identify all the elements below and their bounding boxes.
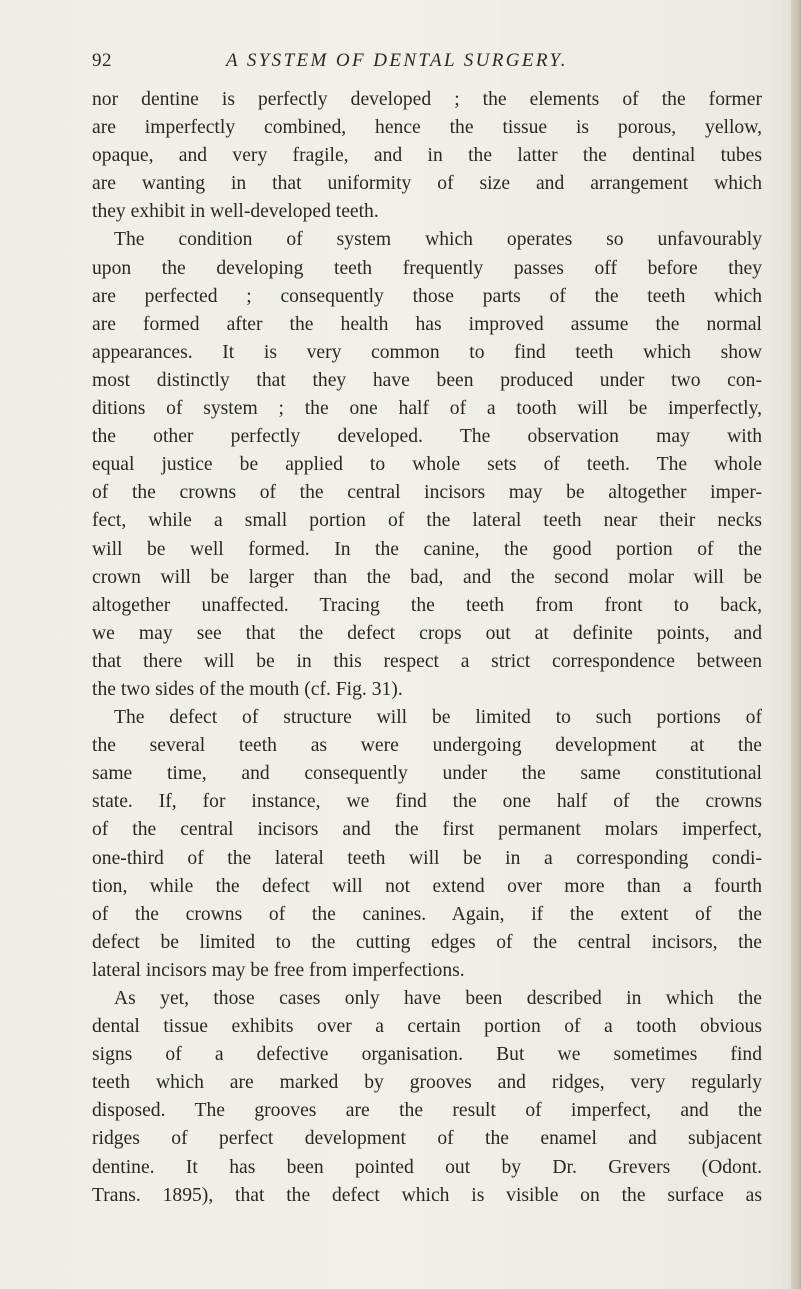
- text-line: the two sides of the mouth (cf. Fig. 31).: [92, 678, 403, 700]
- body-text: [92, 86, 762, 1210]
- running-title: A SYSTEM OF DENTAL SURGERY.: [226, 50, 568, 71]
- text-line: The condition of system which operates so unfavourably: [114, 229, 762, 251]
- text-line: of the crowns of the central incisors may be altogether imper-: [92, 482, 762, 504]
- text-line: The defect of structure will be limited to such portions of: [114, 707, 762, 729]
- text-line: opaque, and very fragile, and in the latter the dentinal tubes: [92, 145, 762, 167]
- text-line: appearances. It is very common to find teeth which show: [92, 341, 762, 363]
- text-line: one-third of the lateral teeth will be in a corresponding condi-: [92, 847, 762, 869]
- text-line: upon the developing teeth frequently passes off before they: [92, 257, 762, 279]
- text-line: tion, while the defect will not extend over more than a fourth: [92, 875, 762, 897]
- text-line: we may see that the defect crops out at definite points, and: [92, 622, 762, 644]
- page-number: 92: [92, 50, 112, 71]
- text-line: ridges of perfect development of the enamel and subjacent: [92, 1128, 762, 1150]
- text-line: dental tissue exhibits over a certain portion of a tooth obvious: [92, 1016, 762, 1038]
- text-line: state. If, for instance, we find the one half of the crowns: [92, 791, 762, 813]
- text-line: are formed after the health has improved assume the normal: [92, 313, 762, 335]
- text-line: are imperfectly combined, hence the tissue is porous, yellow,: [92, 117, 762, 139]
- text-line: the several teeth as were undergoing development at the: [92, 735, 762, 757]
- text-line: of the central incisors and the first permanent molars imperfect,: [92, 819, 762, 841]
- text-line: dentine. It has been pointed out by Dr. Grevers (Odont.: [92, 1156, 762, 1178]
- text-line: lateral incisors may be free from imperfections.: [92, 959, 465, 981]
- text-line: defect be limited to the cutting edges of the central incisors, the: [92, 931, 762, 953]
- text-line: same time, and consequently under the same constitutional: [92, 763, 762, 785]
- page-edge: [791, 0, 801, 1289]
- text-line: most distinctly that they have been produced under two con-: [92, 369, 762, 391]
- text-line: ditions of system ; the one half of a tooth will be imperfectly,: [92, 398, 762, 420]
- text-line: are wanting in that uniformity of size and arrangement which: [92, 173, 762, 195]
- text-line: disposed. The grooves are the result of imperfect, and the: [92, 1100, 762, 1122]
- text-line: teeth which are marked by grooves and ridges, very regularly: [92, 1072, 762, 1094]
- page-header: [92, 50, 762, 80]
- text-line: fect, while a small portion of the lateral teeth near their necks: [92, 510, 762, 532]
- text-line: are perfected ; consequently those parts of the teeth which: [92, 285, 762, 307]
- text-line: signs of a defective organisation. But we sometimes find: [92, 1044, 762, 1066]
- text-line: the other perfectly developed. The observation may with: [92, 426, 762, 448]
- text-line: they exhibit in well-developed teeth.: [92, 201, 379, 223]
- text-line: equal justice be applied to whole sets of teeth. The whole: [92, 454, 762, 476]
- text-line: nor dentine is perfectly developed ; the elements of the former: [92, 89, 762, 110]
- text-line: that there will be in this respect a strict correspondence between: [92, 650, 762, 672]
- text-line: crown will be larger than the bad, and the second molar will be: [92, 566, 762, 588]
- text-line: Trans. 1895), that the defect which is visible on the surface as: [92, 1184, 762, 1206]
- text-line: will be well formed. In the canine, the good portion of the: [92, 538, 762, 560]
- text-line: altogether unaffected. Tracing the teeth from front to back,: [92, 594, 762, 616]
- text-line: As yet, those cases only have been described in which the: [114, 988, 762, 1009]
- text-line: of the crowns of the canines. Again, if the extent of the: [92, 903, 762, 925]
